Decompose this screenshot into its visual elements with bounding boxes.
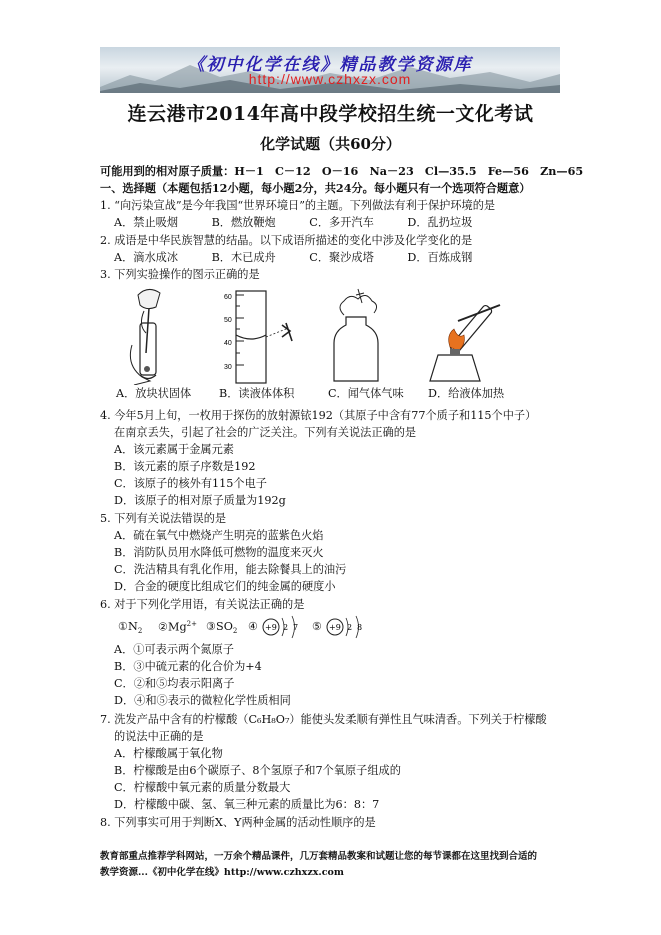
figure-d-alcohol-lamp-icon xyxy=(430,304,500,381)
symbol-so2: $③SO_2$ xyxy=(206,620,238,636)
question-7-stem-2: 的说法中正确的是 xyxy=(114,730,204,743)
question-6-stem: 6. 对于下列化学用语，有关说法正确的是 xyxy=(100,598,305,611)
atom-structure-4-icon xyxy=(262,612,308,642)
question-5-option-b: B．消防队员用水降低可燃物的温度来灭火 xyxy=(114,546,324,559)
question-5-stem: 5. 下列有关说法错误的是 xyxy=(100,512,227,525)
question-7-option-a: A．柠檬酸属于氧化物 xyxy=(114,747,223,760)
figure-a-test-tube-icon xyxy=(130,289,160,385)
figure-b-label: B．读液体体积 xyxy=(219,387,295,400)
site-banner xyxy=(100,47,560,93)
lab-operation-figures xyxy=(120,285,540,385)
figure-c-reagent-bottle-icon xyxy=(334,289,378,381)
question-4-stem-1: 4. 今年5月上旬，一枚用于探伤的放射源铱192（其原子中含有77个质子和115个中子） xyxy=(100,409,537,422)
question-4-option-b: B．该元素的原子序数是192 xyxy=(114,460,256,473)
section-heading: 一、选择题（本题包括12小题，每小题2分，共24分。每小题只有一个选项符合题意） xyxy=(100,181,531,195)
question-7-option-d: D．柠檬酸中碳、氢、氧三种元素的质量比为6：8：7 xyxy=(114,798,380,811)
question-2-options: A．滴水成冰 B．木已成舟 C．聚沙成塔 D．百炼成钢 xyxy=(114,251,473,264)
banner-title: 《初中化学在线》精品教学资源库 xyxy=(187,55,473,75)
figure-d-label: D．给液体加热 xyxy=(428,387,505,400)
figure-c-label: C．闻气体气味 xyxy=(328,387,404,400)
footer-line-2: 教学资源...《初中化学在线》http://www.czhxzx.com xyxy=(100,867,344,878)
question-7-option-c: C．柠檬酸中氧元素的质量分数最大 xyxy=(114,781,291,794)
symbol-mg-ion: $②Mg^{2+}$ xyxy=(158,620,197,634)
symbol-4-number: ④ xyxy=(248,620,259,633)
question-6-option-c: C．②和⑤均表示阳离子 xyxy=(114,677,235,690)
symbol-5-number: ⑤ xyxy=(312,620,323,633)
question-7-stem-1: 7. 洗发产品中含有的柠檬酸（C₆H₈O₇）能使头发柔顺有弹性且气味清香。下列关于柠檬酸 xyxy=(100,713,547,726)
cylinder-tick-50: 50 xyxy=(224,317,232,324)
question-2-stem: 2. 成语是中华民族智慧的结晶。以下成语所描述的变化中涉及化学变化的是 xyxy=(100,234,473,247)
cylinder-tick-30: 30 xyxy=(224,364,232,371)
question-3-stem: 3. 下列实验操作的图示正确的是 xyxy=(100,268,260,281)
question-6-option-b: B．③中硫元素的化合价为+4 xyxy=(114,660,262,673)
cylinder-tick-40: 40 xyxy=(224,340,232,347)
question-4-stem-2: 在南京丢失，引起了社会的广泛关注。下列有关说法正确的是 xyxy=(114,426,417,439)
svg-text:+9: +9 xyxy=(265,623,277,632)
svg-text:2: 2 xyxy=(283,623,289,632)
question-8-stem: 8. 下列事实可用于判断X、Y两种金属的活动性顺序的是 xyxy=(100,816,376,829)
svg-text:7: 7 xyxy=(293,623,299,632)
question-5-option-c: C．洗洁精具有乳化作用，能去除餐具上的油污 xyxy=(114,563,347,576)
question-4-option-d: D．该原子的相对原子质量为192g xyxy=(114,494,286,507)
banner-url[interactable]: http://www.czhxzx.com xyxy=(248,71,412,87)
question-7-option-b: B．柠檬酸是由6个碳原子、8个氢原子和7个氧原子组成的 xyxy=(114,764,401,777)
svg-text:2: 2 xyxy=(347,623,353,632)
svg-text:+9: +9 xyxy=(329,623,341,632)
question-6-option-d: D．④和⑤表示的微粒化学性质相同 xyxy=(114,694,291,707)
question-5-option-d: D．合金的硬度比组成它们的纯金属的硬度小 xyxy=(114,580,336,593)
symbol-n2: $①N_2$ xyxy=(118,620,143,636)
atomic-masses: 可能用到的相对原子质量：H－1 C－12 O－16 Na－23 Cl—35.5 Fe—56 Zn—65 xyxy=(100,164,584,178)
question-4-option-c: C．该原子的核外有115个电子 xyxy=(114,477,267,490)
cylinder-tick-60: 60 xyxy=(224,294,232,301)
atom-structure-5-icon xyxy=(326,612,372,642)
exam-title: 连云港市2014年高中段学校招生统一文化考试 xyxy=(127,103,534,125)
question-4-option-a: A．该元素属于金属元素 xyxy=(114,443,234,456)
exam-subtitle: 化学试题（共60分） xyxy=(260,135,401,153)
footer-line-1: 教育部重点推荐学科网站，一万余个精品课件，几万套精品教案和试题让您的每节课都在这里找到合适的 xyxy=(100,851,538,862)
question-1-options: A．禁止吸烟 B．燃放鞭炮 C．多开汽车 D．乱扔垃圾 xyxy=(114,216,473,229)
figure-a-label: A．放块状固体 xyxy=(116,387,192,400)
question-5-option-a: A．硫在氧气中燃烧产生明亮的蓝紫色火焰 xyxy=(114,529,324,542)
question-6-option-a: A．①可表示两个氮原子 xyxy=(114,643,234,656)
svg-text:8: 8 xyxy=(357,623,363,632)
question-1-stem: 1. “向污染宣战”是今年我国“世界环境日”的主题。下列做法有利于保护环境的是 xyxy=(100,199,496,212)
figure-b-graduated-cylinder-icon xyxy=(224,291,292,383)
